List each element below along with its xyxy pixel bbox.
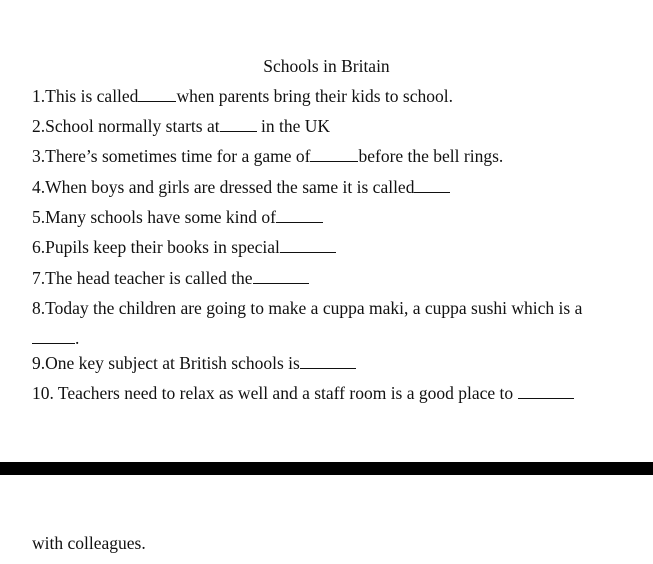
question-1 — [32, 86, 453, 107]
question-9 — [32, 353, 356, 374]
question-8 — [32, 298, 582, 319]
question-text: 5.Many schools have some kind of — [32, 207, 276, 227]
answer-blank — [300, 354, 356, 369]
page-divider — [0, 462, 653, 475]
answer-blank — [414, 178, 450, 193]
question-text: before the bell rings. — [358, 146, 504, 166]
question-text: 1.This is called — [32, 86, 139, 106]
question-text: 9.One key subject at British schools is — [32, 353, 300, 373]
question-text: 10. Teachers need to relax as well and a staff room is a good place to — [32, 383, 518, 403]
question-text: 7.The head teacher is called the — [32, 268, 253, 288]
page-title: Schools in Britain — [263, 56, 390, 76]
answer-blank — [32, 329, 75, 344]
question-4 — [32, 177, 450, 198]
question-text: 4.When boys and girls are dressed the same it is called — [32, 177, 415, 197]
question-text: 6.Pupils keep their books in special — [32, 237, 280, 257]
question-5 — [32, 207, 323, 228]
answer-blank — [220, 117, 257, 132]
question-6 — [32, 237, 336, 258]
question-10 — [32, 383, 574, 404]
question-text: 8.Today the children are going to make a cuppa maki, a cuppa sushi which is a — [32, 298, 583, 318]
answer-blank — [138, 87, 176, 102]
question-text: 3.There’s sometimes time for a game of — [32, 146, 311, 166]
question-text: . — [75, 328, 80, 348]
continuation-text: with colleagues. — [32, 533, 146, 553]
question-3 — [32, 146, 503, 167]
question-8-continued — [32, 328, 79, 349]
answer-blank — [518, 384, 574, 399]
question-2 — [32, 116, 330, 137]
question-7 — [32, 268, 309, 289]
question-text: in the UK — [256, 116, 331, 136]
answer-blank — [276, 208, 323, 223]
answer-blank — [280, 238, 336, 253]
answer-blank — [253, 269, 309, 284]
question-text: 2.School normally starts at — [32, 116, 220, 136]
answer-blank — [310, 147, 358, 162]
question-text: when parents bring their kids to school. — [176, 86, 453, 106]
